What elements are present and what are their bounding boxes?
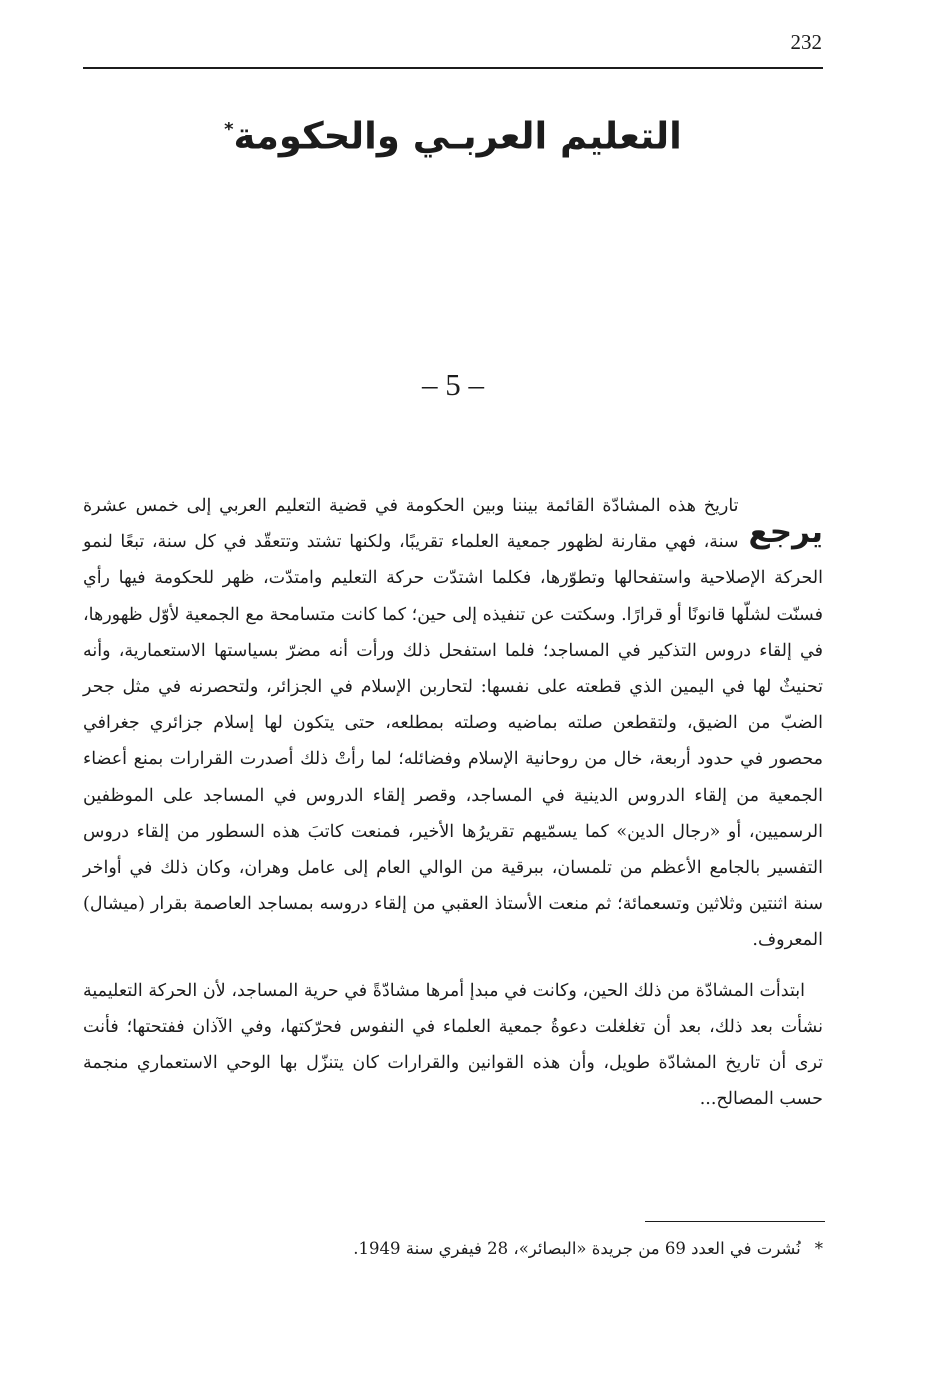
paragraph-2: ابتدأت المشادّة من ذلك الحين، وكانت في مبدإ أمرها مشادّةً في حرية المساجد، لأن الحركة التعليمية نشأت بعد ذلك، بعد أن تغلغلت دعوةُ جمعية العلماء في النفوس فحرّكتها، وفي الآذان ففتحتها؛ فأنت ترى أن تاريخ المشادّة طويل، وأن هذه القوانين والقرارات كان يتنزّل بها الوحي الاستعماري منجمة حسب المصالح... bbox=[83, 980, 823, 1110]
section-number: – 5 – bbox=[422, 367, 484, 402]
chapter-title bbox=[83, 100, 823, 166]
footnote-mark: * bbox=[814, 1239, 823, 1258]
footnote-text: نُشرت في العدد 69 من جريدة «البصائر»، 28 فيفري سنة 1949. bbox=[353, 1239, 801, 1258]
paragraph-1: تاريخ هذه المشادّة القائمة بيننا وبين الحكومة في قضية التعليم العربي إلى خمس عشرة سنة، فهي مقارنة لظهور جمعية العلماء تقريبًا، ولكنها تشتد وتتعقّد في كل سنة، تبعًا لنمو الحركة الإصلاحية واستفحالها وتطوّرها، فكلما اشتدّت حركة التعليم وامتدّت، ظهر للحكومة فيها رأي فسنّت لشلّها قانونًا أو قرارًا. وسكتت عن تنفيذه إلى حين؛ كما كانت متسامحة مع الجمعية لأوّل ظهورها، في إلقاء دروس التذكير في المساجد؛ فلما استفحل ذلك ورأت أنه مضرّ بسياستها الاستعمارية، وأنه تحنيثٌ لها في اليمين الذي قطعته على نفسها: لتحاربن الإسلام في الجزائر، ولتحصرنه في مثل جحر الضبّ من الضيق، ولتقطعن صلته بماضيه وصلته بمطلعه، حتى يتكون لها إسلام جزائري جغرافي محصور في حدود أربعة، خال من روحانية الإسلام وفضائله؛ لما رأتْ ذلك أصدرت القرارات بمنع أعضاء الجمعية من إلقاء الدروس الدينية في المساجد، وقصر إلقاء الدروس في المساجد على الموظفين الرسميين، أو «رجال الدين» كما يسمّيهم تقريرُها الأخير، فمنعت كاتبَ هذه السطور من إلقاء دروس التفسير بالجامع الأعظم من تلمسان، ببرقية من الوالي العام إلى عامل وهران، وكان ذلك في أواخر سنة اثنتين وثلاثين وتسعمائة؛ ثم منعت الأستاذ العقبي من إلقاء دروسه بمساجد العاصمة بقرار (ميشال) المعروف. bbox=[83, 496, 823, 951]
header-rule bbox=[83, 67, 823, 69]
chapter-title-text: التعليم العربـي والحكومة bbox=[233, 114, 682, 158]
page-number: 232 bbox=[790, 30, 822, 54]
article-body bbox=[83, 488, 823, 1117]
title-footnote-mark: * bbox=[224, 119, 234, 140]
footnote-rule bbox=[645, 1221, 825, 1222]
lead-word: يرجع bbox=[748, 514, 823, 550]
footnote bbox=[83, 1234, 823, 1264]
